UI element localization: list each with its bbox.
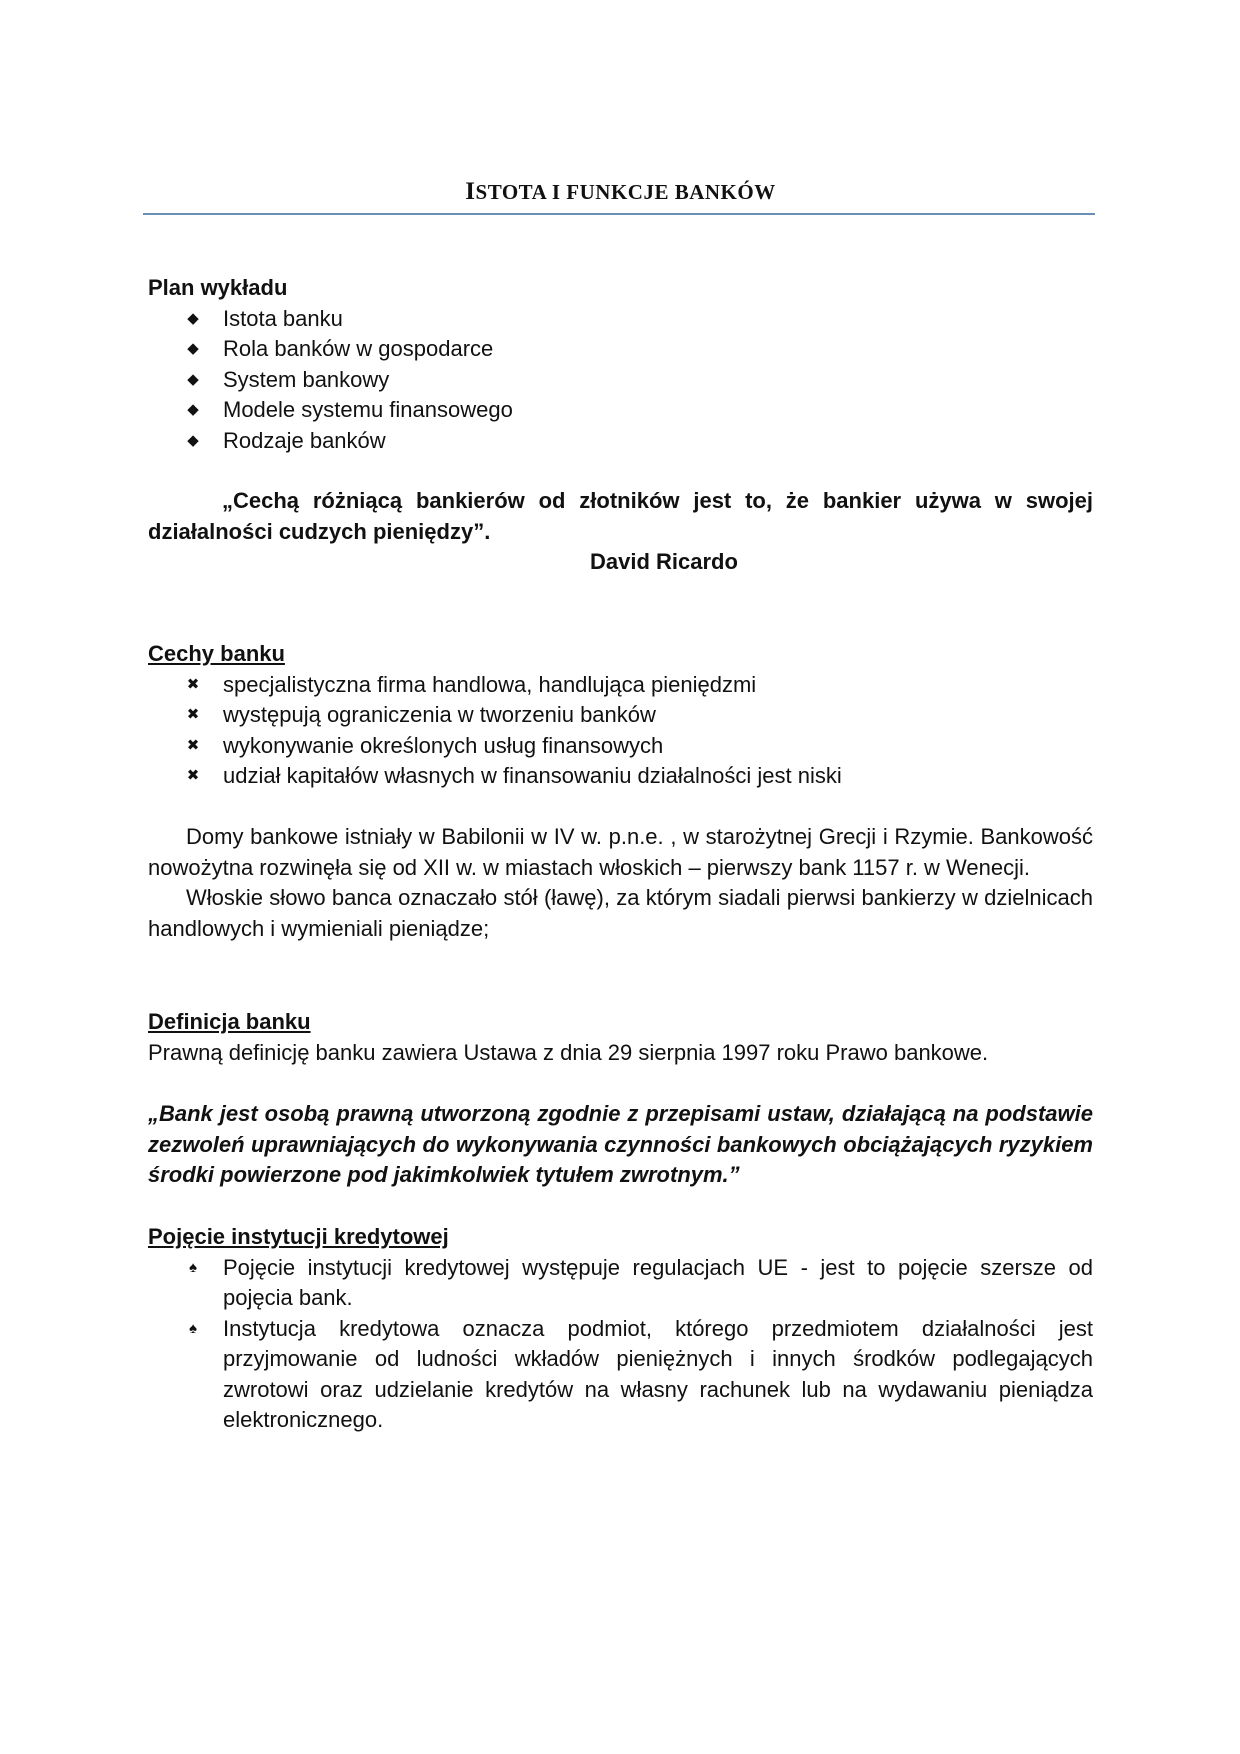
list-item [148, 1253, 1093, 1314]
list-item [148, 1314, 1093, 1436]
definition-section [148, 1007, 1093, 1068]
cross-bullet-icon: ✖ [186, 767, 200, 784]
definition-quote: „Bank jest osobą prawną utworzoną zgodnie z przepisami ustaw, działającą na podstawie zezwoleń uprawniających do wykonywania czynności bankowych obciążających ryzykiem środki powierzone pod jakimkolwiek tytułem zwrotnym.” [148, 1101, 1093, 1187]
diamond-bullet-icon: ◆ [187, 431, 199, 449]
list-item [148, 426, 1093, 457]
feature-item-label: występują ograniczenia w tworzeniu banków [223, 702, 656, 727]
list-item [148, 731, 1093, 762]
list-item [148, 334, 1093, 365]
ricardo-quote: „Cechą różniącą bankierów od złotników jest to, że bankier używa w swojej działalności cudzych pieniędzy”. [148, 488, 1093, 544]
list-item [148, 670, 1093, 701]
spade-bullet-icon: ♠ [189, 1319, 197, 1337]
plan-item-label: Modele systemu finansowego [223, 397, 513, 422]
features-list [148, 670, 1093, 792]
document-title [148, 178, 1093, 206]
title-underline [143, 213, 1095, 215]
plan-list [148, 304, 1093, 457]
cross-bullet-icon: ✖ [186, 736, 200, 754]
credit-section [148, 1222, 1093, 1436]
history-paragraph-2: Włoskie słowo banca oznaczało stół (ławę), za którym siadali pierwsi bankierzy w dzielnicach handlowych i wymieniali pieniądze; [148, 885, 1093, 941]
definition-quote-block [148, 1099, 1093, 1191]
plan-item-label: System bankowy [223, 366, 390, 392]
list-item [148, 304, 1093, 335]
definition-heading: Definicja banku [148, 1009, 311, 1034]
list-item [148, 761, 1093, 792]
diamond-bullet-icon: ◆ [187, 340, 199, 357]
plan-item-label: Istota banku [223, 305, 343, 331]
features-section [148, 639, 1093, 792]
feature-item-label: wykonywanie określonych usług finansowych [223, 732, 664, 758]
plan-heading: Plan wykładu [148, 275, 288, 300]
plan-item-label: Rola banków w gospodarce [223, 336, 494, 361]
cross-bullet-icon: ✖ [186, 675, 200, 693]
feature-item-label: udział kapitałów własnych w finansowaniu działalności jest niski [223, 763, 842, 788]
feature-item-label: specjalistyczna firma handlowa, handlująca pieniędzmi [223, 671, 757, 697]
diamond-bullet-icon: ◆ [187, 370, 199, 388]
spade-bullet-icon: ♠ [189, 1258, 197, 1276]
features-heading: Cechy banku [148, 641, 285, 666]
list-item [148, 395, 1093, 426]
list-item [148, 365, 1093, 396]
list-item [148, 700, 1093, 731]
quote-author: David Ricardo [590, 549, 738, 574]
credit-heading: Pojęcie instytucji kredytowej [148, 1224, 449, 1249]
cross-bullet-icon: ✖ [186, 706, 200, 723]
plan-section [148, 273, 1093, 456]
history-section [148, 822, 1093, 944]
plan-item-label: Rodzaje banków [223, 427, 386, 453]
title-rest: STOTA I FUNKCJE BANKÓW [475, 180, 776, 204]
title-first-letter: I [465, 178, 476, 205]
definition-text: Prawną definicję banku zawiera Ustawa z dnia 29 sierpnia 1997 roku Prawo bankowe. [148, 1039, 989, 1065]
credit-list [148, 1253, 1093, 1436]
quote-section [148, 486, 1093, 578]
credit-item-label: Instytucja kredytowa oznacza podmiot, którego przedmiotem działalności jest przyjmowanie od ludności wkładów pieniężnych i innych środków podlegających zwrotowi oraz udzielanie kredytów na własny rachunek lub na wydawaniu pieniądza elektronicznego. [223, 1315, 1093, 1432]
history-paragraph-1: Domy bankowe istniały w Babilonii w IV w. p.n.e. , w starożytnej Grecji i Rzymie. Bankowość nowożytna rozwinęła się od XII w. w miastach włoskich – pierwszy bank 1157 r. w Wenecji. [148, 824, 1093, 880]
diamond-bullet-icon: ◆ [187, 309, 199, 327]
credit-item-label: Pojęcie instytucji kredytowej występuje regulacjach UE - jest to pojęcie szersze od pojęcia bank. [223, 1254, 1093, 1310]
diamond-bullet-icon: ◆ [187, 401, 199, 418]
